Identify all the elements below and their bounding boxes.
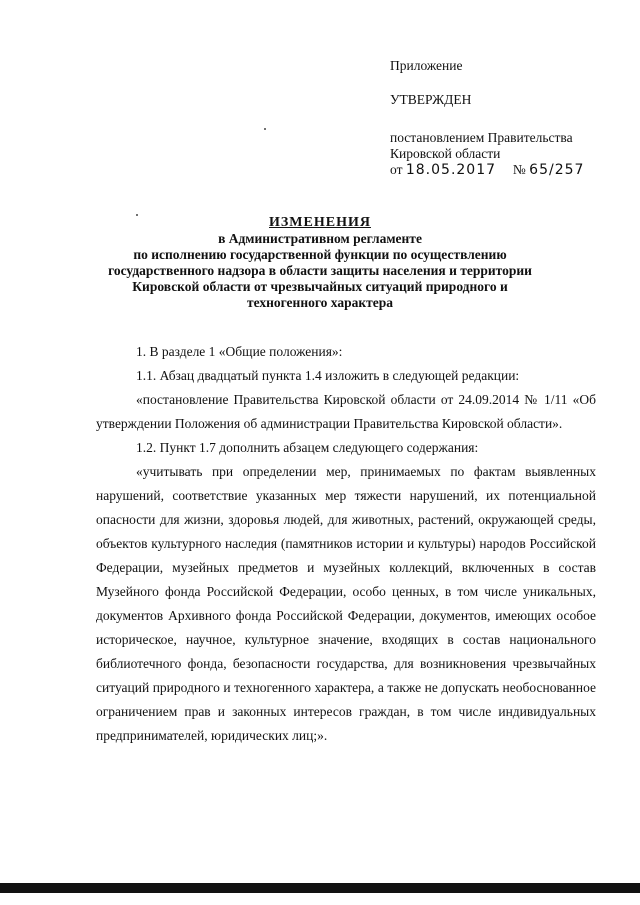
resolution-line-1: постановлением Правительства — [390, 130, 573, 145]
appendix-label: Приложение — [390, 58, 463, 73]
title-line-2: по исполнению государственной функции по осуществлению — [133, 247, 507, 262]
resolution-number: 65/257 — [529, 162, 585, 178]
approved-label: УТВЕРЖДЕН — [390, 92, 472, 107]
title-line-3: государственного надзора в области защиты населения и территории — [108, 263, 532, 278]
title-line-4: Кировской области от чрезвычайных ситуаций природного и — [132, 279, 508, 294]
resolution-date-number — [390, 162, 625, 178]
resolution-date: 18.05.2017 — [405, 162, 497, 178]
date-prefix: от — [390, 162, 403, 177]
resolution-line-2: Кировской области — [390, 146, 501, 161]
paragraph-1-1: 1.1. Абзац двадцатый пункта 1.4 изложить в следующей редакции: — [136, 368, 520, 383]
document-body — [96, 340, 596, 748]
scan-bottom-edge — [0, 883, 640, 893]
paragraph-1-2-text: «учитывать при определении мер, принимаемых по фактам выявленных нарушений, соответствие указанных мер тяжести нарушений, их потенциальной опасности для жизни, здоровья людей, для животных, растений, окружающей среды, объектов культурного наследия (памятников истории и культуры) народов Российской Федерации, музейных предметов и музейных коллекций, включенных в состав Музейного фонда Российской Федерации, особо ценных, в том числе уникальных, документов Архивного фонда Российской Федерации, документов, имеющих особое историческое, научное, культурное значение, входящих в состав национального библиотечного фонда, безопасности государства, для возникновения чрезвычайных ситуаций природного и техногенного характера, а также не допускать необоснованное ограничением прав и законных интересов граждан, в том числе индивидуальных предпринимателей, юридических лиц;». — [96, 464, 596, 743]
title-line-5: техногенного характера — [246, 295, 394, 310]
title-line-1: в Административном регламенте — [218, 231, 422, 246]
approval-block — [390, 58, 625, 178]
paragraph-1-2: 1.2. Пункт 1.7 дополнить абзацем следующего содержания: — [136, 440, 479, 455]
paragraph-1-1-text: «постановление Правительства Кировской области от 24.09.2014 № 1/11 «Об утверждении Положения об администрации Правительства Кировской области». — [96, 392, 596, 431]
number-prefix: № — [512, 162, 526, 177]
paragraph-section-1: 1. В разделе 1 «Общие положения»: — [136, 344, 343, 359]
scan-speck — [264, 128, 266, 130]
title-main: ИЗМЕНЕНИЯ — [269, 215, 371, 230]
document-title — [105, 215, 535, 311]
